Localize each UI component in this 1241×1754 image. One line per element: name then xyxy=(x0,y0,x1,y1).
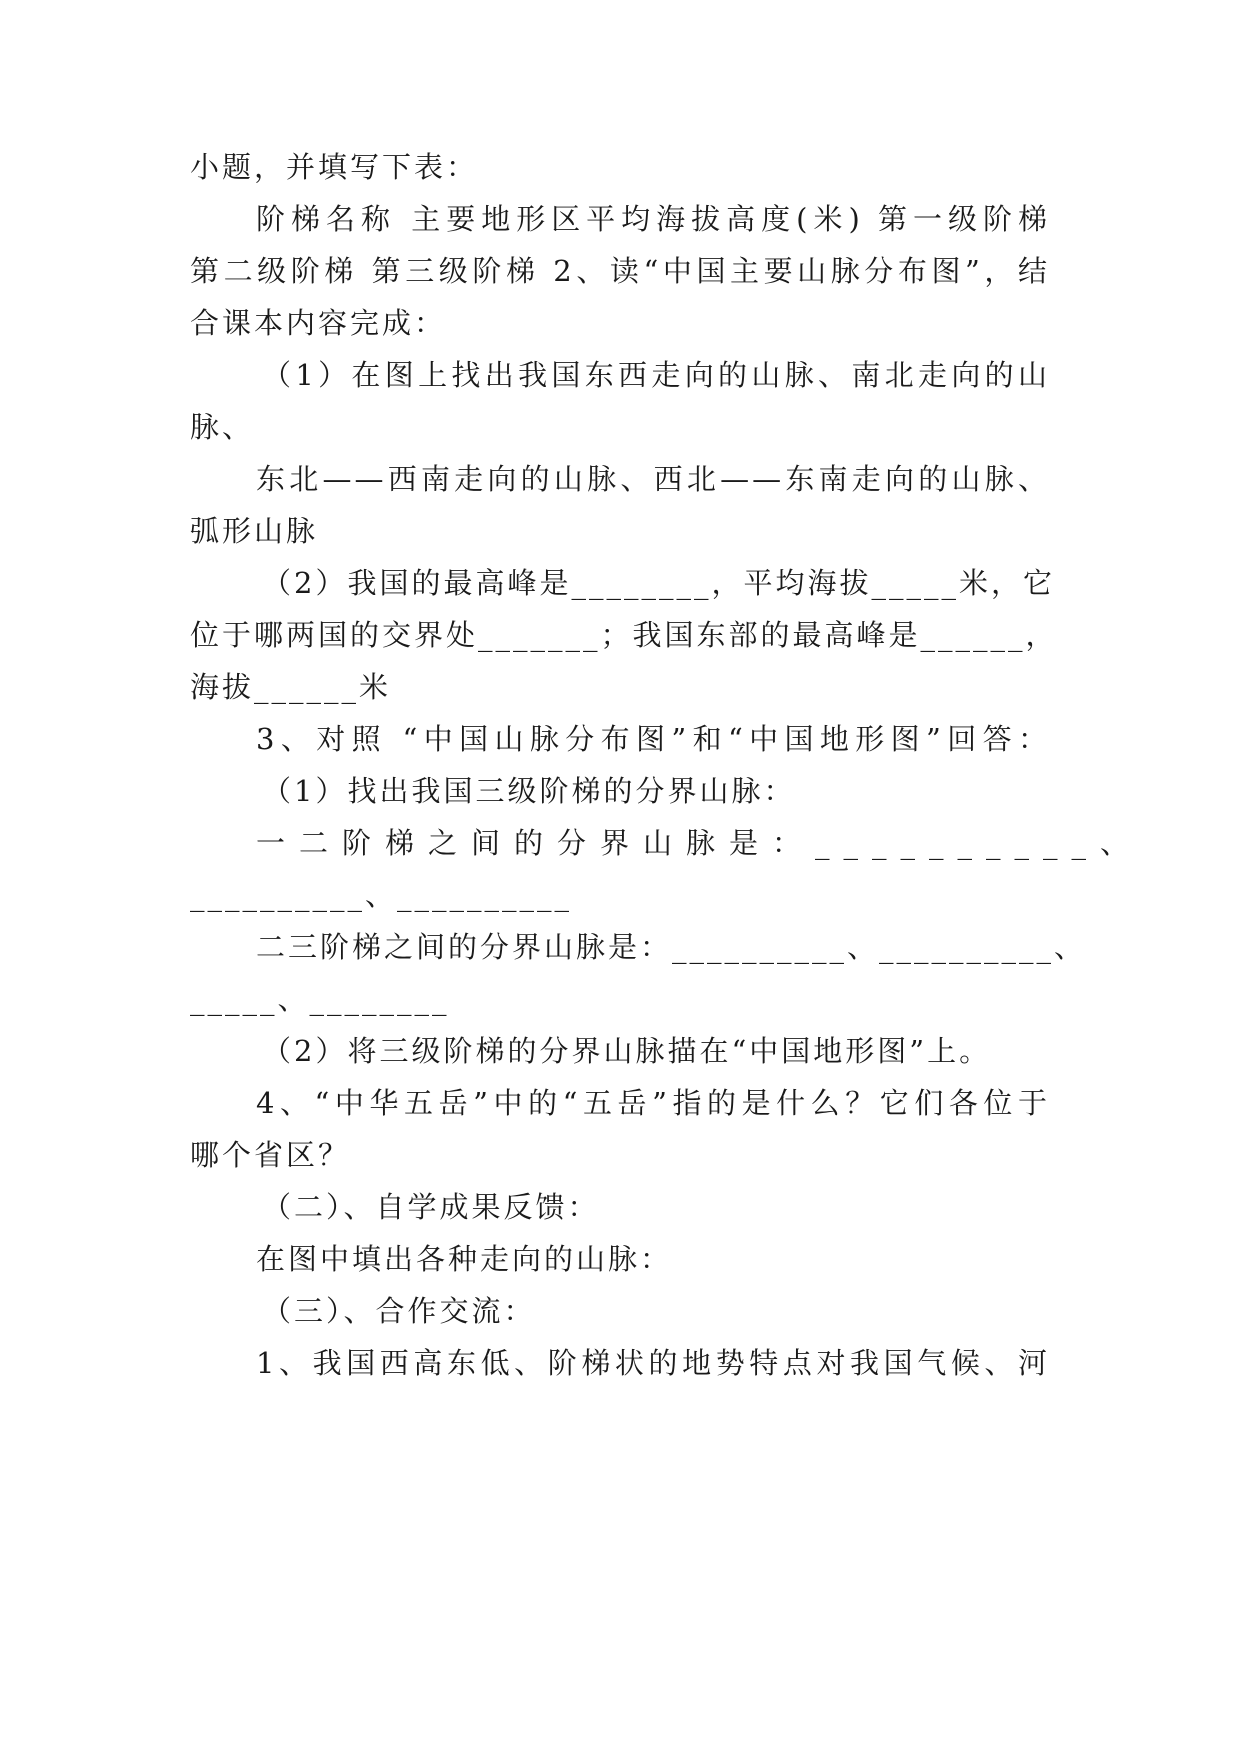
text-line: （1）找出我国三级阶梯的分界山脉： xyxy=(262,774,796,808)
text-line: __________、__________ xyxy=(190,878,573,912)
text-line: 合课本内容完成： xyxy=(190,306,447,340)
text-line: 一二阶梯之间的分界山脉是：__________、 xyxy=(256,826,1144,860)
text-line: 第二级阶梯 第三级阶梯 2、读“中国主要山脉分布图”，结 xyxy=(190,254,1050,288)
text-line: 二三阶梯之间的分界山脉是：__________、__________、 xyxy=(256,930,1087,964)
text-line: 3、对照 “中国山脉分布图”和“中国地形图”回答： xyxy=(256,722,1050,756)
text-line: （2）将三级阶梯的分界山脉描在“中国地形图”上。 xyxy=(262,1034,992,1068)
text-line: （1）在图上找出我国东西走向的山脉、南北走向的山 xyxy=(262,358,1050,392)
text-line: 脉、 xyxy=(190,410,255,444)
text-line: （二）、自学成果反馈： xyxy=(262,1190,600,1224)
text-line: 4、“中华五岳”中的“五岳”指的是什么？它们各位于 xyxy=(256,1086,1050,1120)
text-line: 位于哪两国的交界处_______；我国东部的最高峰是______， xyxy=(190,618,1058,652)
text-line: （2）我国的最高峰是________，平均海拔_____米，它 xyxy=(262,566,1055,600)
text-line: 在图中填出各种走向的山脉： xyxy=(256,1242,673,1276)
text-line: 弧形山脉 xyxy=(190,514,319,548)
text-line: 阶梯名称 主要地形区平均海拔高度(米) 第一级阶梯 xyxy=(256,202,1050,236)
text-line: 海拔______米 xyxy=(190,670,392,704)
text-line: 东北——西南走向的山脉、西北——东南走向的山脉、 xyxy=(256,462,1050,496)
text-line: _____、________ xyxy=(190,982,450,1016)
text-line: 小题，并填写下表： xyxy=(190,150,479,184)
text-line: 1、我国西高东低、阶梯状的地势特点对我国气候、河 xyxy=(256,1346,1050,1380)
text-line: 哪个省区？ xyxy=(190,1138,351,1172)
text-line: （三）、合作交流： xyxy=(262,1294,536,1328)
